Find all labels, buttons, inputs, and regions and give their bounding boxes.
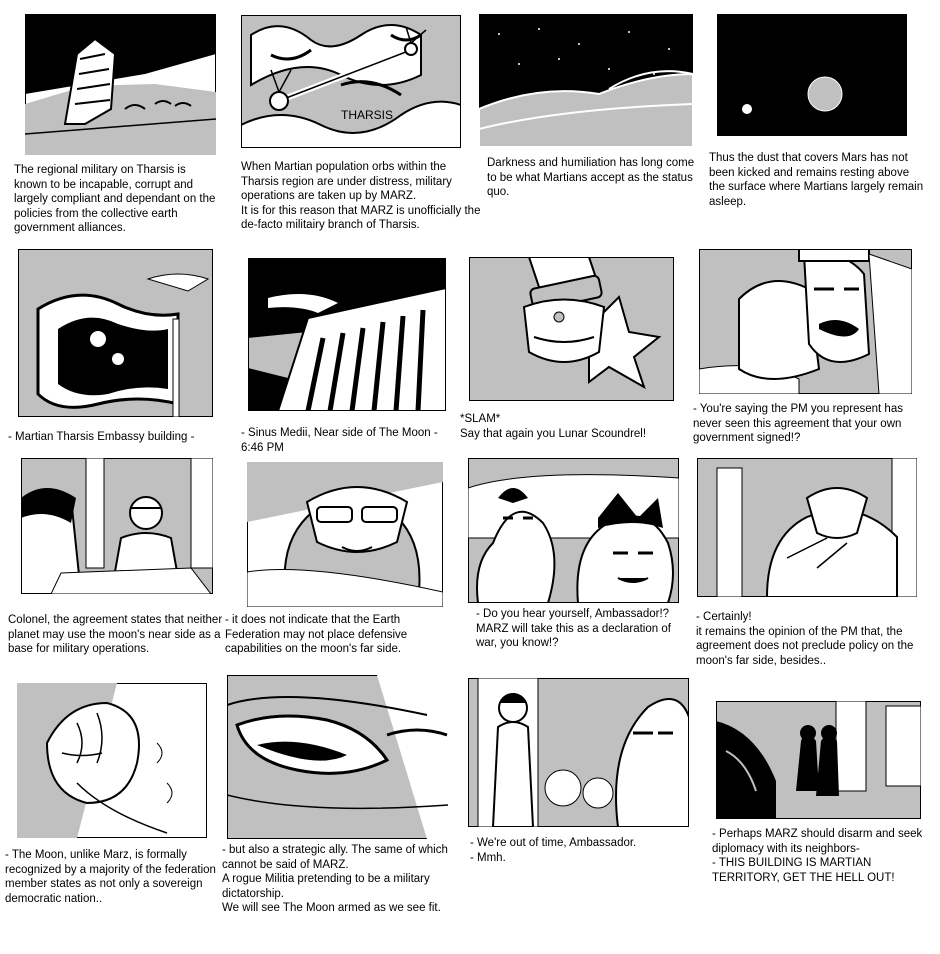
caption-15: - We're out of time, Ambassador. - Mmh. [470,837,637,864]
caption-11: - Do you hear yourself, Ambassador!? MARZ will take this as a declaration of war, you know!? [476,608,671,649]
caption-4: Thus the dust that covers Mars has not been kicked and remains resting above the surface where Martians largely remain asleep. [709,152,924,208]
caption-8: - You're saying the PM you represent has never seen this agreement that your own government signed!? [693,403,903,444]
panel-6-art [248,258,446,411]
panel-3-dark-horizon [479,14,693,147]
panel-15-art [468,678,689,827]
panel-2-art [241,15,461,148]
caption-6: - Sinus Medii, Near side of The Moon - 6:46 PM [241,427,438,454]
caption-1: The regional military on Tharsis is known to be incapable, corrupt and largely compliant and dependant on the policies from the collective earth government alliances. [14,164,216,234]
caption-2: When Martian population orbs within the Tharsis region are under distress, military operations are taken up by MARZ. It is for this reason that MARZ is unofficially the de-facto militairy branch of Tharsis. [241,161,481,231]
panel-13-art [17,683,207,838]
panel-11-marz-officers [468,458,679,603]
panel-11-art [468,458,679,603]
caption-5: - Martian Tharsis Embassy building - [8,431,195,443]
panel-5-art [18,249,213,417]
panel-8-officer-paper [699,249,912,394]
panel-14-glasses-closeup [227,675,448,839]
panel-5-embassy-flag [18,249,213,417]
caption-9: Colonel, the agreement states that neither planet may use the moon's near side as a base for military operations. [8,614,223,655]
panel-15-officer-leaving [468,678,689,827]
panel-2-tharsis-map [241,15,461,148]
caption-12: - Certainly! it remains the opinion of the PM that, the agreement does not preclude policy on the moon's far side, besides.. [696,611,914,667]
panel-4-mars-planet [717,14,907,136]
panel-16-silhouettes-leaving [716,701,921,819]
caption-14: - but also a strategic ally. The same of which cannot be said of MARZ. A rogue Militia pretending to be a military dictatorship. We will see The Moon armed as we see fit. [222,844,448,914]
caption-13: - The Moon, unlike Marz, is formally recognized by a majority of the federation member states as not only a sovereign democratic nation.. [5,849,216,905]
panel-1-tharsis-base [25,14,216,155]
panel-10-art [247,462,443,607]
panel-7-art [469,257,674,401]
panel-1-art [25,14,216,155]
caption-7: *SLAM* Say that again you Lunar Scoundrel! [460,413,647,440]
panel-14-art [227,675,448,839]
panel-7-fist-slam [469,257,674,401]
panel-12-art [697,458,917,597]
panel-10-ambassador-closeup [247,462,443,607]
panel-9-art [21,458,213,594]
caption-3: Darkness and humiliation has long come to be what Martians accept as the status quo. [487,157,695,198]
tharsis-map-label: THARSIS [341,108,394,122]
caption-16: - Perhaps MARZ should disarm and seek diplomacy with its neighbors- - THIS BUILDING IS MARTIAN TERRITORY, GET THE HELL OUT! [712,828,923,884]
panel-13-clenched-hand [17,683,207,838]
panel-3-art [479,14,693,147]
caption-10: - it does not indicate that the Earth Federation may not place defensive capabilities on the moon's far side. [225,614,408,655]
panel-12-ambassador-seated [697,458,917,597]
panel-4-art [717,14,907,136]
panel-16-art [716,701,921,819]
panel-8-art [699,249,912,394]
panel-6-moon-building [248,258,446,411]
panel-9-colonel-and-ambassador [21,458,213,594]
